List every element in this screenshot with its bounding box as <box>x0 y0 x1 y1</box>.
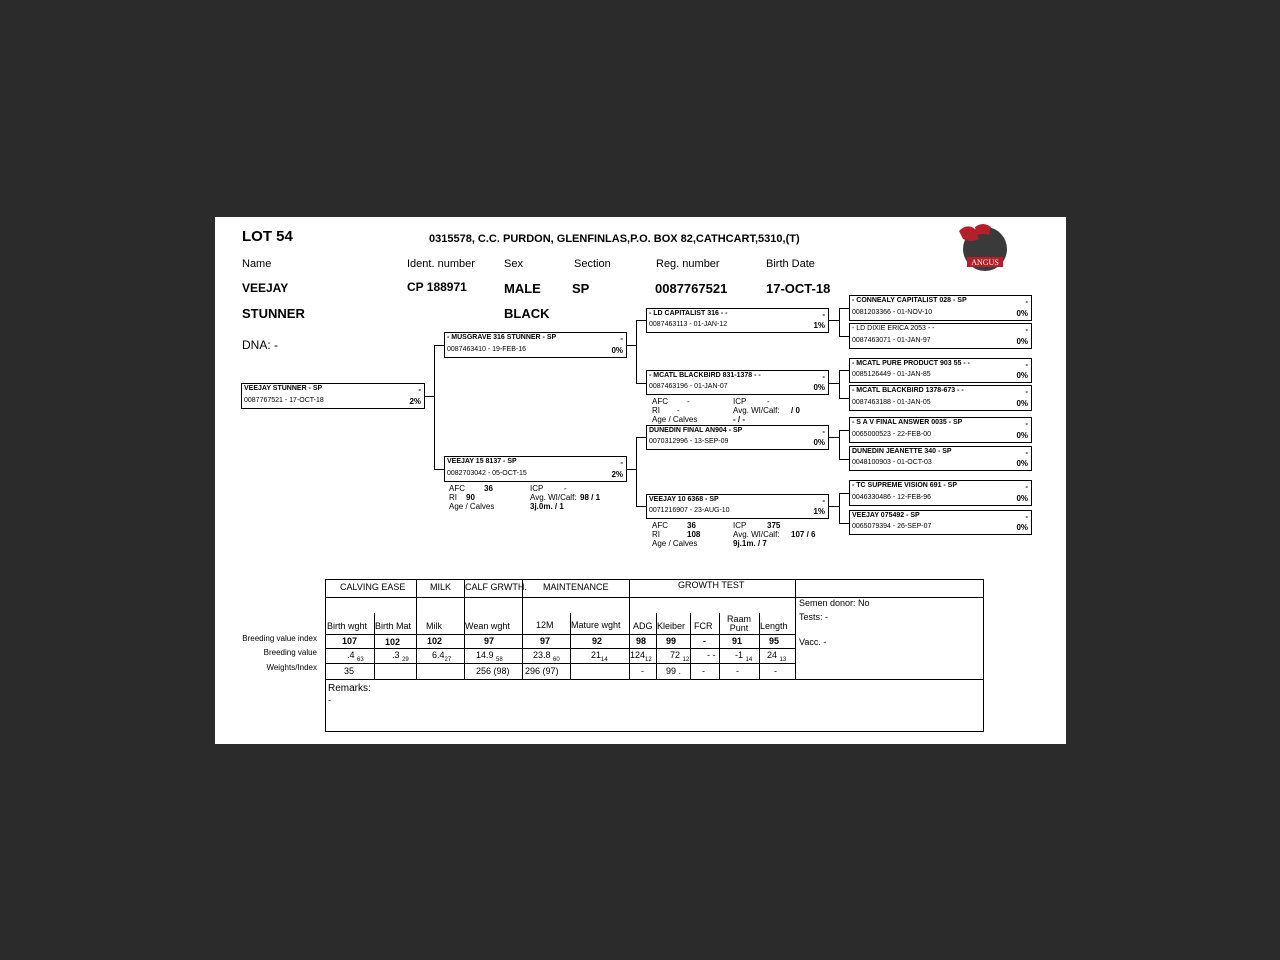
stats-dam-dam: AFC 36 ICP 375 RI 108 Avg. WI/Calf: 107 / 6 Age / Calves 9j.1m. / 7 <box>652 521 816 548</box>
connector <box>839 493 849 494</box>
index-adg: 98 <box>636 636 647 646</box>
bv-adg: $124_{12}$ <box>630 650 652 663</box>
row-label-index: Breeding value index <box>242 634 317 643</box>
col-fcr: FCR <box>694 621 713 631</box>
animal-reg: 0087767521 <box>655 281 728 296</box>
index-fcr: - <box>703 636 706 646</box>
bv-mature-wght: $21_{14}$ <box>591 650 608 663</box>
connector <box>839 430 849 431</box>
connector <box>627 345 636 346</box>
header-birth: Birth Date <box>766 258 815 270</box>
index-length: 95 <box>769 636 780 646</box>
connector <box>636 320 646 321</box>
bv-wean-wght: 14.9 $_{58}$ <box>476 650 503 663</box>
pedigree-self: VEEJAY STUNNER - SP - 0087767521 - 17-OCT-18 2% <box>241 383 425 409</box>
pedigree-gg-3: - MCATL PURE PRODUCT 903 55 - - - 0085126449 - 01-JAN-85 0% <box>849 358 1032 383</box>
col-milk: Milk <box>426 621 442 631</box>
bv-length: 24 $_{13}$ <box>767 650 787 663</box>
col-birth-wght: Birth wght <box>327 621 368 631</box>
connector <box>636 437 637 507</box>
tests: Tests: - <box>799 612 829 622</box>
animal-color: BLACK <box>504 306 550 321</box>
connector <box>434 345 444 346</box>
semen-donor: Semen donor: No <box>799 598 870 608</box>
wt-12m: 296 (97) <box>525 666 559 676</box>
index-birth-mat: 102 <box>385 637 401 647</box>
pedigree-gg-7: - TC SUPREME VISION 691 - SP - 0046330486 - 12-FEB-96 0% <box>849 480 1032 506</box>
connector <box>829 506 839 507</box>
group-milk: MILK <box>430 582 452 592</box>
pedigree-sire: - MUSGRAVE 316 STUNNER - SP - 0087463410 - 19-FEB-16 0% <box>444 332 627 358</box>
pedigree-dam-sire: DUNEDIN FINAL AN904 - SP - 0070312996 - 13-SEP-09 0% <box>646 425 829 450</box>
connector <box>839 459 849 460</box>
pedigree-gg-1: - CONNEALY CAPITALIST 028 - SP - 0081203366 - 01-NOV-10 0% <box>849 295 1032 321</box>
connector <box>839 398 849 399</box>
connector <box>839 308 840 336</box>
lot-number: LOT 54 <box>242 228 293 245</box>
col-adg: ADG <box>633 621 653 631</box>
connector <box>636 506 646 507</box>
stats-sire-dam: AFC - ICP - RI - Avg. WI/Calf: / 0 Age / Calves - / - <box>652 397 800 424</box>
index-mature-wght: 92 <box>592 636 603 646</box>
wt-kleiber: 99 . <box>666 666 682 676</box>
pedigree-dam-dam: VEEJAY 10 6368 - SP - 0071216907 - 23-AUG-10 1% <box>646 494 829 519</box>
vaccinations: Vacc. - <box>799 637 827 647</box>
connector <box>636 320 637 383</box>
group-maintenance: MAINTENANCE <box>543 582 609 592</box>
col-raam-punt: Raam Punt <box>726 614 751 633</box>
index-12m: 97 <box>540 636 551 646</box>
pedigree-gg-5: - S A V FINAL ANSWER 0035 - SP - 0065000523 - 22-FEB-00 0% <box>849 417 1032 443</box>
stats-dam: AFC 36 ICP - RI 90 Avg. WI/Calf: 98 / 1 Age / Calves 3j.0m. / 1 <box>449 484 601 511</box>
index-wean-wght: 97 <box>484 636 495 646</box>
wt-raam-punt: - <box>736 666 739 676</box>
remarks-label: Remarks: <box>328 683 371 694</box>
bv-milk: $6.4_{27}$ <box>432 650 452 663</box>
bv-birth-mat: .3 $_{29}$ <box>392 650 409 663</box>
pedigree-gg-4: - MCATL BLACKBIRD 1378-673 - - - 0087463188 - 01-JAN-05 0% <box>849 385 1032 411</box>
owner-info: 0315578, C.C. PURDON, GLENFINLAS,P.O. BOX 82,CATHCART,5310,(T) <box>429 233 800 245</box>
connector <box>839 430 840 459</box>
index-birth-wght: 107 <box>342 636 358 646</box>
bv-12m: 23.8 $_{60}$ <box>533 650 560 663</box>
animal-name-2: STUNNER <box>242 306 305 321</box>
pedigree-sire-dam: - MCATL BLACKBIRD 831-1378 - - - 0087463196 - 01-JAN-07 0% <box>646 370 829 395</box>
group-growth-test: GROWTH TEST <box>678 580 745 590</box>
col-kleiber: Kleiber <box>657 621 686 631</box>
connector <box>829 437 839 438</box>
connector <box>839 493 840 523</box>
index-kleiber: 99 <box>666 636 677 646</box>
pedigree-dam: VEEJAY 15 8137 - SP - 0082703042 - 05-OCT-15 2% <box>444 456 627 482</box>
header-sex: Sex <box>504 258 523 270</box>
animal-section: SP <box>572 281 590 296</box>
bv-kleiber: 72 $_{12}$ <box>670 650 690 663</box>
connector <box>839 370 849 371</box>
logo-text: ANGUS <box>971 258 999 267</box>
group-calf-growth: CALF GRWTH. <box>465 582 527 592</box>
animal-sex: MALE <box>504 281 541 296</box>
connector <box>627 469 636 470</box>
col-mature-wght: Mature wght <box>571 620 621 630</box>
group-calving-ease: CALVING EASE <box>340 582 406 592</box>
bv-raam-punt: -1 $_{14}$ <box>735 650 753 663</box>
connector <box>839 336 849 337</box>
connector <box>839 523 849 524</box>
pedigree-sire-sire: - LD CAPITALIST 316 - - - 0087463113 - 01-JAN-12 1% <box>646 308 829 333</box>
connector <box>839 308 849 309</box>
wt-fcr: - <box>702 666 705 676</box>
row-label-bv: Breeding value <box>263 648 317 657</box>
pedigree-gg-8: VEEJAY 075492 - SP - 0065079394 - 26-SEP-07 0% <box>849 510 1032 535</box>
trait-table <box>325 579 984 732</box>
pedigree-gg-2: - LD DIXIE ERICA 2053 - - - 0087463071 - 01-JAN-97 0% <box>849 323 1032 349</box>
wt-birth-wght: 35 <box>344 666 355 676</box>
remarks-text: - <box>328 695 331 705</box>
animal-birth: 17-OCT-18 <box>766 281 831 296</box>
dna-label: DNA: - <box>242 338 278 352</box>
connector <box>636 437 646 438</box>
connector <box>829 383 839 384</box>
angus-logo <box>953 221 1013 273</box>
header-reg: Reg. number <box>656 258 720 270</box>
connector <box>829 320 839 321</box>
header-section: Section <box>574 258 611 270</box>
row-label-weights: Weights/Index <box>266 663 317 672</box>
lot-sheet <box>215 217 1066 744</box>
col-length: Length <box>760 621 788 631</box>
index-raam-punt: 91 <box>732 636 743 646</box>
wt-adg: - <box>641 666 644 676</box>
connector <box>425 396 434 397</box>
bv-birth-wght: .4 $_{63}$ <box>347 650 364 663</box>
animal-ident: CP 188971 <box>407 280 467 294</box>
col-birth-mat: Birth Mat <box>375 621 412 631</box>
connector <box>839 370 840 398</box>
bv-fcr: - - <box>707 650 716 660</box>
index-milk: 102 <box>427 636 443 646</box>
connector <box>636 383 646 384</box>
col-12m: 12M <box>536 620 554 630</box>
header-ident: Ident. number <box>407 258 475 270</box>
pedigree-gg-6: DUNEDIN JEANETTE 340 - SP - 0048100903 - 01-OCT-03 0% <box>849 446 1032 471</box>
animal-name-1: VEEJAY <box>242 281 289 295</box>
col-wean-wght: Wean wght <box>465 621 510 631</box>
connector <box>434 345 435 469</box>
wt-wean-wght: 256 (98) <box>476 666 510 676</box>
wt-length: - <box>774 666 777 676</box>
connector <box>434 469 444 470</box>
header-name: Name <box>242 258 272 270</box>
